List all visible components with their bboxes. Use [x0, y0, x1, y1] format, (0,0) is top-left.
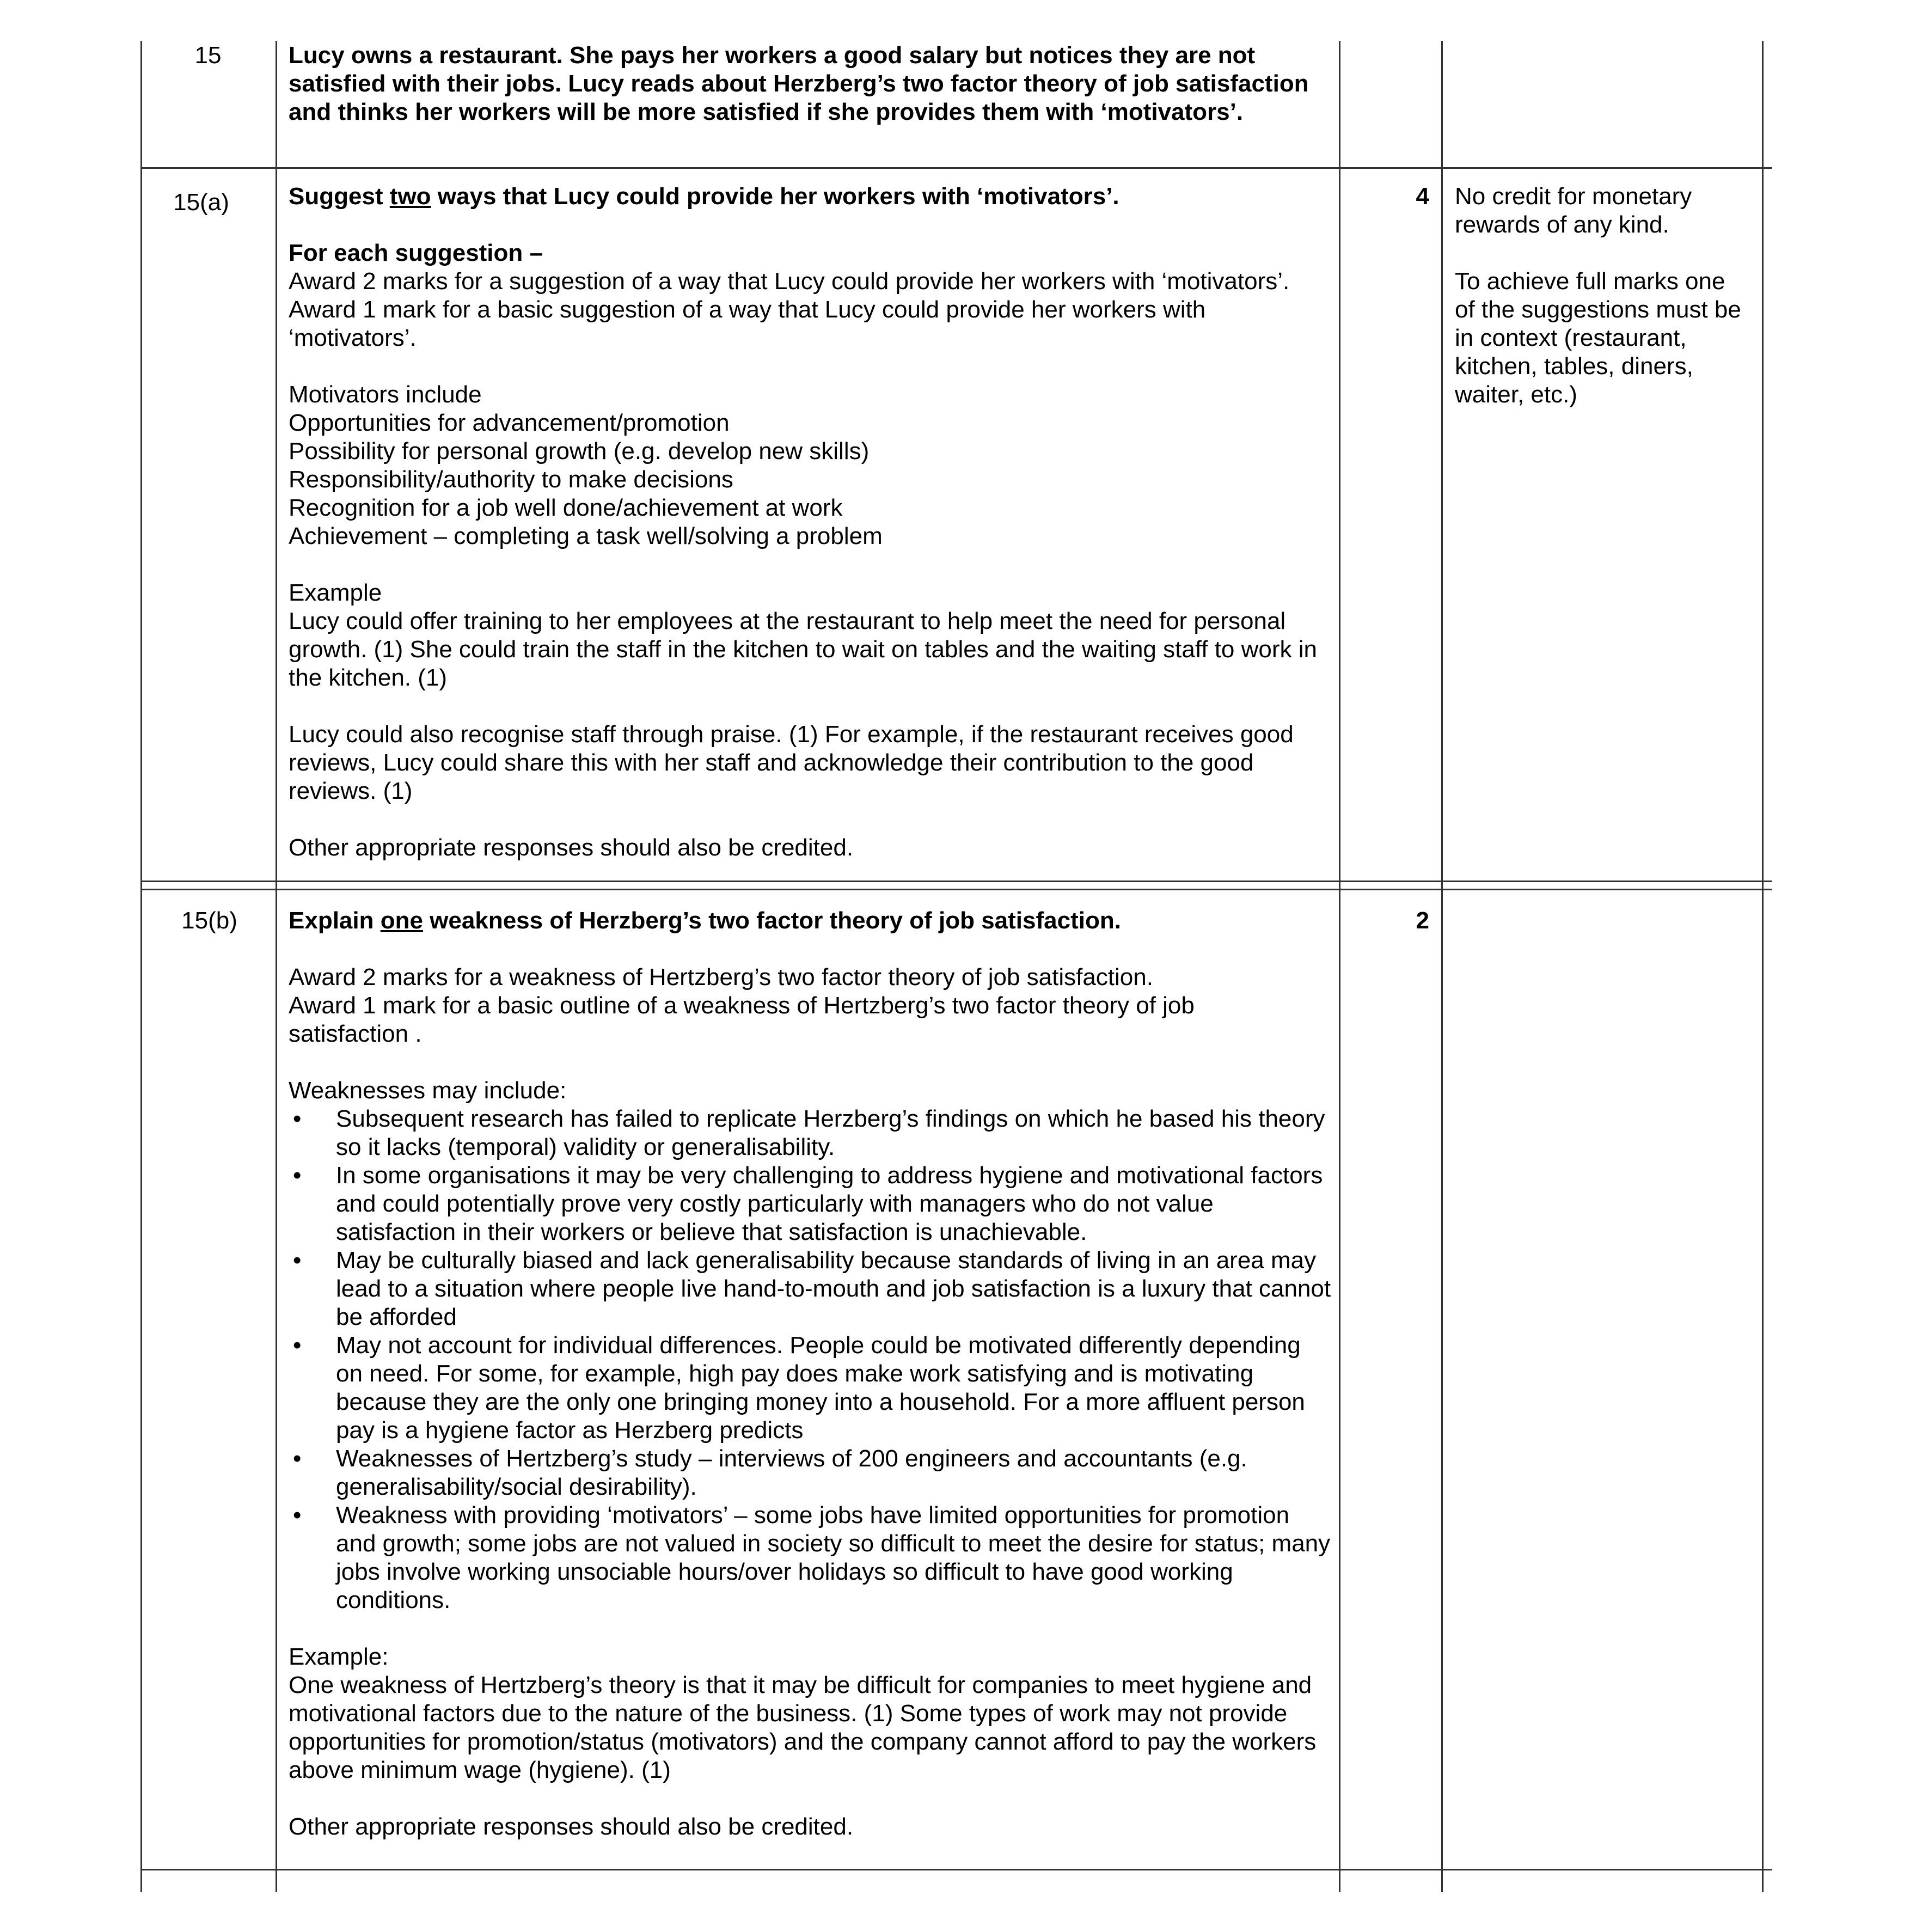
list-item: • Subsequent research has failed to replicate Herzberg’s findings on which he based his theory so it lacks (temporal) validity or generalisability. — [293, 1105, 1325, 1160]
award-2-marks-15b: Award 2 marks for a weakness of Hertzberg’s two factor theory of job satisfaction. — [289, 964, 1153, 991]
marks-15b: 2 — [1416, 907, 1429, 934]
motivator-item: Recognition for a job well done/achievement at work — [289, 494, 843, 521]
table-divider-2 — [1339, 41, 1340, 1892]
guidance-full-marks: To achieve full marks one of the suggestions must be in context (restaurant, kitchen, tables, diners, waiter, etc.) — [1455, 268, 1741, 408]
other-responses-15b: Other appropriate responses should also be credited. — [289, 1813, 854, 1840]
award-1-mark-15a: Award 1 mark for a basic suggestion of a way that Lucy could provide her workers with ‘motivators’. — [289, 296, 1206, 351]
table-divider-3 — [1441, 41, 1443, 1892]
table-border-right — [1762, 41, 1764, 1892]
table-divider-1 — [276, 41, 277, 1892]
row-divider-15a-top — [140, 881, 1772, 882]
row-divider-15b-bottom — [140, 1869, 1772, 1870]
list-item: • In some organisations it may be very challenging to address hygiene and motivational factors and could potentially prove very costly particularly with managers who do not value satisfaction in their workers or believe that satisfaction is unachievable. — [293, 1162, 1323, 1245]
question-15b-text: Explain one weakness of Herzberg’s two factor theory of job satisfaction. — [289, 907, 1121, 934]
award-2-marks-15a: Award 2 marks for a suggestion of a way that Lucy could provide her workers with ‘motivators’. — [289, 268, 1290, 295]
row-divider-15 — [140, 167, 1772, 169]
answer-cell-15a — [289, 182, 1329, 862]
example-15b: One weakness of Hertzberg’s theory is that it may be difficult for companies to meet hygiene and motivational factors due to the nature of the business. (1) Some types of work may not provide opportunities for promotion/status (motivators) and the company cannot afford to pay the workers above minimum wage (hygiene). (1) — [289, 1672, 1317, 1783]
list-item: • Weaknesses of Hertzberg’s study – interviews of 200 engineers and accountants (e.g. generalisability/social desirability). — [293, 1445, 1247, 1500]
other-responses-15a: Other appropriate responses should also be credited. — [289, 834, 854, 861]
question-15a-text: Suggest two ways that Lucy could provide her workers with ‘motivators’. — [289, 183, 1119, 210]
award-1-mark-15b: Award 1 mark for a basic outline of a weakness of Hertzberg’s two factor theory of job satisfaction . — [289, 992, 1195, 1047]
list-item: • May be culturally biased and lack generalisability because standards of living in an area may lead to a situation where people live hand-to-mouth and job satisfaction is a luxury that cannot be afforded — [293, 1247, 1331, 1330]
table-border-left — [140, 41, 142, 1892]
list-item: • Weakness with providing ‘motivators’ – some jobs have limited opportunities for promotion and growth; some jobs are not valued in society so difficult to meet the desire for status; many jobs involve working unsociable hours/over holidays so difficult to have good working conditions. — [293, 1502, 1331, 1613]
question-number-15a: 15(a) — [173, 189, 229, 216]
list-item: • May not account for individual differences. People could be motivated differently depending on need. For some, for example, high pay does make work satisfying and is motivating because they are the only one bringing money into a household. For a more affluent person pay is a hygiene factor as Herzberg predicts — [293, 1332, 1305, 1444]
motivator-item: Achievement – completing a task well/solving a problem — [289, 523, 883, 549]
question-number-15: 15 — [194, 42, 222, 69]
example-heading-15b: Example: — [289, 1643, 389, 1670]
guidance-cell-15a — [1455, 182, 1752, 409]
motivator-item: Responsibility/authority to make decisions — [289, 466, 733, 493]
weaknesses-list — [289, 1105, 1331, 1615]
marks-15a: 4 — [1416, 183, 1429, 210]
row-divider-15a-bottom — [140, 889, 1772, 890]
question-number-15b: 15(b) — [181, 907, 237, 934]
answer-cell-15b — [289, 907, 1331, 1841]
guidance-no-monetary: No credit for monetary rewards of any kind. — [1455, 183, 1692, 238]
example-2-15a: Lucy could also recognise staff through praise. (1) For example, if the restaurant receives good reviews, Lucy could share this with her staff and acknowledge their contribution to the good reviews. (1) — [289, 721, 1294, 804]
motivators-heading: Motivators include — [289, 381, 482, 408]
question-stem-15: Lucy owns a restaurant. She pays her workers a good salary but notices they are not satisfied with their jobs. Lucy reads about Herzberg’s two factor theory of job satisfaction and thinks her workers will be more satisfied if she provides them with ‘motivators’. — [289, 42, 1309, 125]
example-1-15a: Lucy could offer training to her employees at the restaurant to help meet the need for personal growth. (1) She could train the staff in the kitchen to wait on tables and the waiting staff to work in the kitchen. (1) — [289, 608, 1317, 691]
weaknesses-heading: Weaknesses may include: — [289, 1077, 567, 1104]
example-heading-15a: Example — [289, 579, 382, 606]
motivator-item: Opportunities for advancement/promotion — [289, 409, 730, 436]
motivator-item: Possibility for personal growth (e.g. develop new skills) — [289, 438, 870, 464]
each-suggestion-heading: For each suggestion – — [289, 240, 543, 266]
